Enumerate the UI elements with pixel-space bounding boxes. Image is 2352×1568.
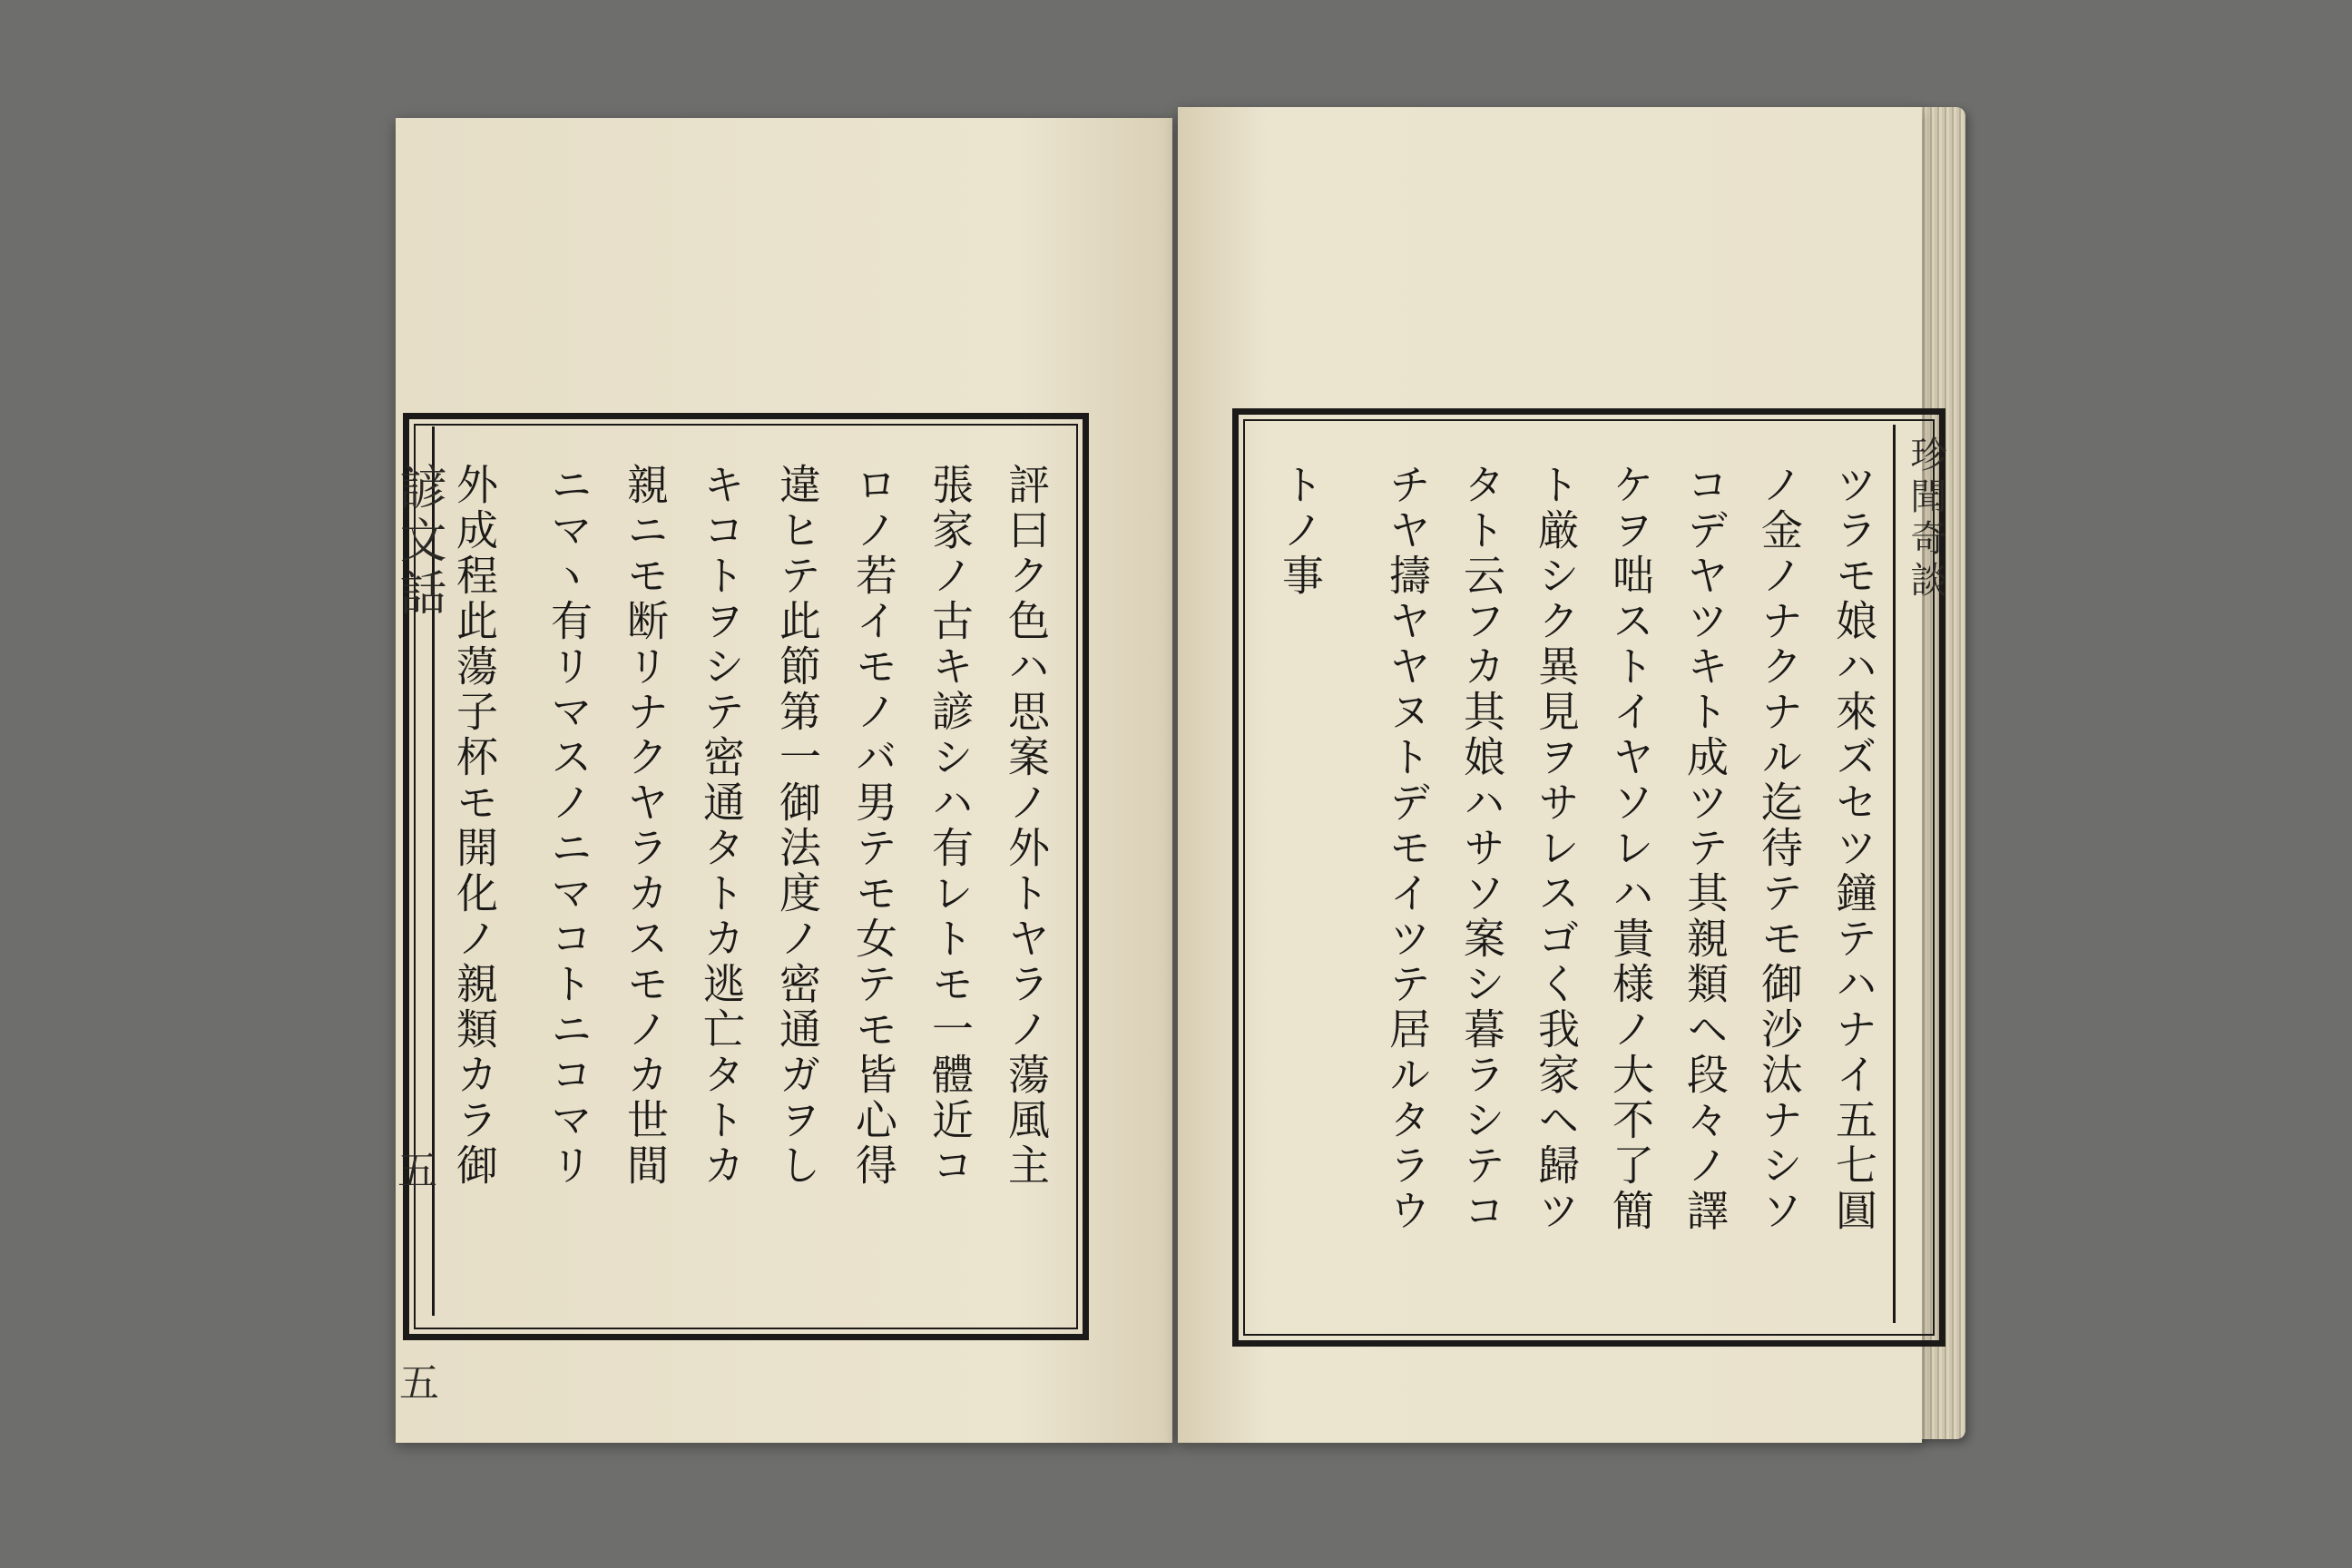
left-column-2: 張家ノ古キ諺シハ有レトモ一體近コ bbox=[926, 463, 975, 1189]
right-column-7: チヤ擣ヤヤヌトデモイツテ居ルタラウ bbox=[1383, 463, 1432, 1234]
right-column-8: トノ事 bbox=[1276, 463, 1325, 599]
right-column-1: ツラモ娘ハ來ズセツ鐘テハナイ五七圓 bbox=[1829, 463, 1878, 1234]
left-page-number: 五 bbox=[399, 1360, 439, 1406]
left-column-1: 評曰ク色ハ思案ノ外トヤラノ蕩風主 bbox=[1002, 463, 1051, 1189]
right-column-4: ケヲ咄ストイヤソレハ貴様ノ大不了簡 bbox=[1606, 463, 1655, 1234]
left-column-4: 違ヒテ此節第一御法度ノ密通ガヲし bbox=[773, 463, 822, 1189]
left-column-6: 親ニモ断リナクヤラカスモノカ世間 bbox=[621, 463, 670, 1189]
left-column-8: 外成程此蕩子杯モ開化ノ親類カラ御 bbox=[450, 463, 499, 1189]
left-margin-title: 諺文話 bbox=[391, 463, 446, 621]
left-text-frame bbox=[403, 413, 1089, 1340]
left-column-5: キコトヲシテ密通タトカ逃亡タトカ bbox=[697, 463, 746, 1189]
right-margin-title: 珍聞奇談 bbox=[1905, 436, 1946, 603]
right-column-5: ト厳シク異見ヲサレスゴく我家ヘ歸ツ bbox=[1532, 463, 1581, 1234]
left-column-3: ロノ若イモノバ男テモ女テモ皆心得 bbox=[849, 463, 898, 1189]
right-column-2: ノ金ノナクナル迄待テモ御沙汰ナシソ bbox=[1755, 463, 1804, 1234]
right-margin-rule bbox=[1893, 425, 1896, 1323]
left-margin-folio: 五 bbox=[397, 1148, 437, 1194]
left-column-7: ニマヽ有リマスノニマコトニコマリ bbox=[544, 463, 593, 1189]
right-column-6: タト云フカ其娘ハサソ案シ暮ラシテコ bbox=[1457, 463, 1506, 1234]
right-column-3: コデヤツキト成ツテ其親類ヘ段々ノ譯 bbox=[1681, 463, 1730, 1234]
